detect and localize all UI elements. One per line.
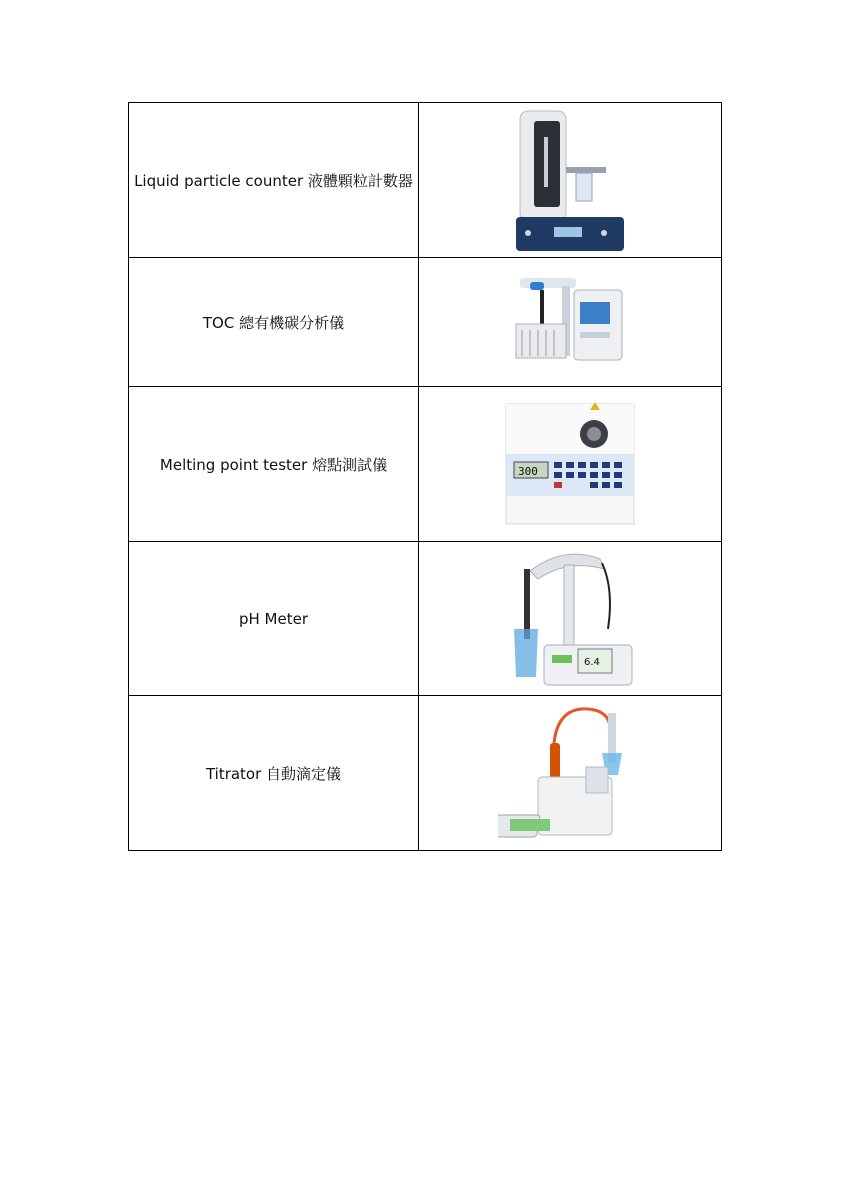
equipment-name: TOC 總有機碳分析儀 xyxy=(129,258,419,387)
equipment-image-cell xyxy=(419,387,722,542)
equipment-name: pH Meter xyxy=(129,542,419,696)
equipment-name: Liquid particle counter 液體顆粒計數器 xyxy=(129,103,419,258)
equipment-image-cell xyxy=(419,258,722,387)
melting-point-display: 300 xyxy=(518,465,538,478)
table-row xyxy=(129,258,722,387)
equipment-image-cell xyxy=(419,103,722,258)
table-row xyxy=(129,387,722,542)
table-row xyxy=(129,103,722,258)
ph-display: 6.4 xyxy=(584,656,600,668)
liquid-particle-counter-photo xyxy=(514,107,626,253)
melting-point-tester-photo xyxy=(504,402,636,526)
toc-analyzer-photo xyxy=(514,274,626,370)
titrator-photo xyxy=(498,703,642,843)
equipment-name: Titrator 自動滴定儀 xyxy=(129,696,419,851)
ph-meter-photo xyxy=(504,549,636,689)
equipment-table xyxy=(128,102,722,851)
equipment-image-cell xyxy=(419,542,722,696)
equipment-name: Melting point tester 熔點測試儀 xyxy=(129,387,419,542)
equipment-image-cell xyxy=(419,696,722,851)
table-row xyxy=(129,542,722,696)
table-row xyxy=(129,696,722,851)
